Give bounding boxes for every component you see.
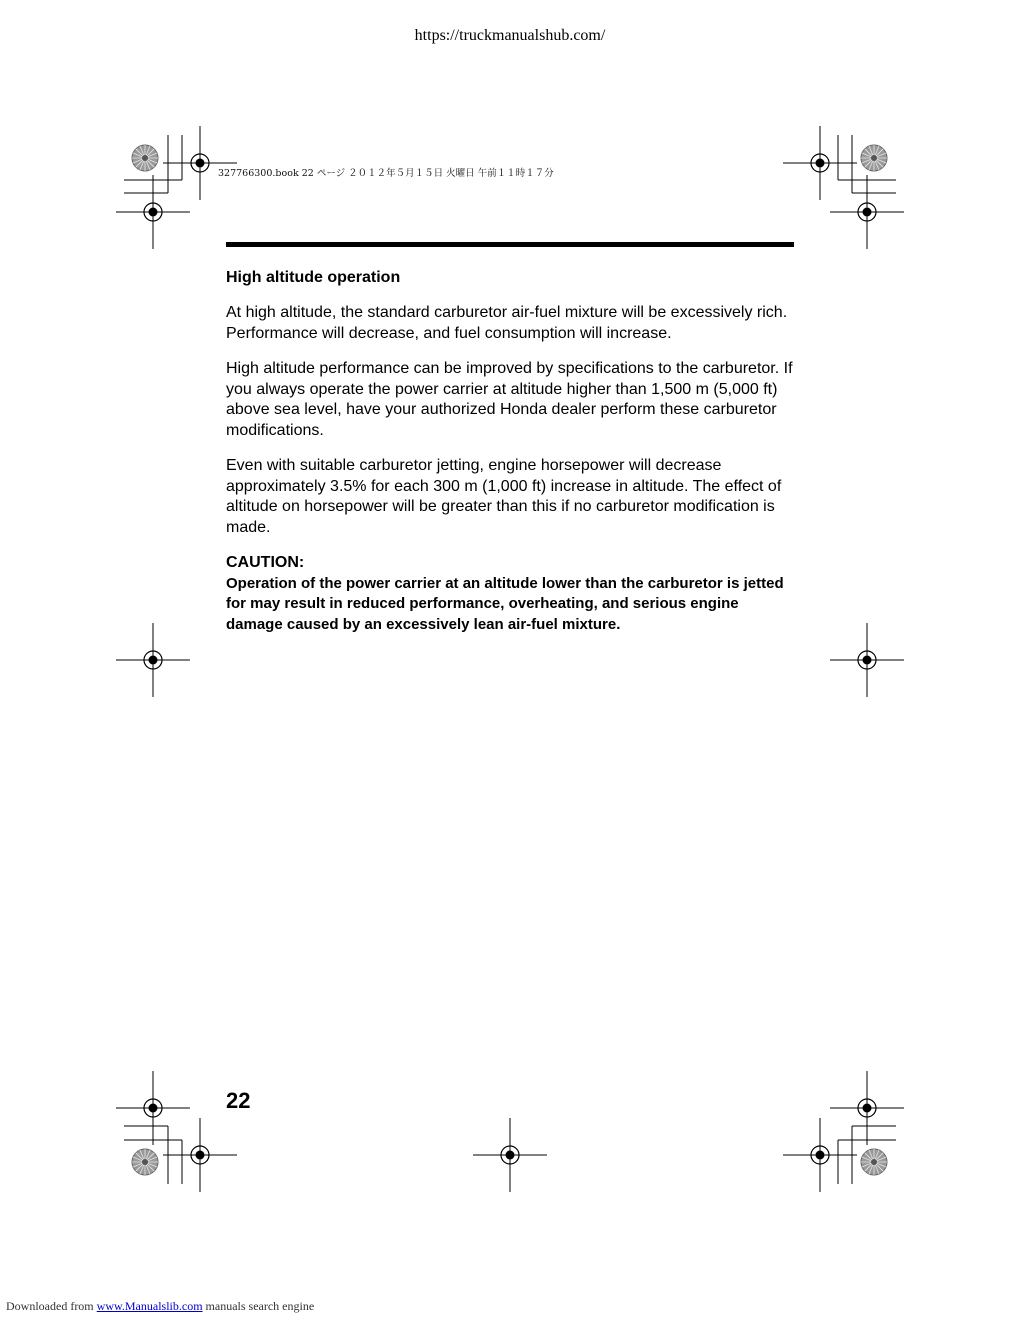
section-top-rule — [226, 242, 794, 247]
registration-burst-bottom-left — [132, 1149, 158, 1175]
caution-block — [226, 553, 796, 635]
registration-mark — [783, 126, 857, 200]
footer-suffix: manuals search engine — [202, 1299, 315, 1313]
registration-mark — [830, 175, 904, 249]
caution-title: CAUTION: — [226, 554, 305, 571]
registration-mark — [783, 1118, 857, 1192]
registration-mark — [116, 175, 190, 249]
registration-mark — [473, 1118, 547, 1192]
paragraph: At high altitude, the standard carburetor air-fuel mixture will be excessively rich. Performance will decrease, and fuel consumption will increase. — [226, 304, 788, 342]
paragraph: High altitude performance can be improved by specifications to the carburetor. If you always operate the power carrier at altitude higher than 1,500 m (5,000 ft) above sea level, have your authorized Honda dealer perform these carburetor modifications. — [226, 360, 793, 439]
footer-prefix: Downloaded from — [6, 1299, 97, 1313]
registration-mark — [116, 1071, 190, 1145]
page-number: 22 — [226, 1088, 251, 1113]
registration-mark — [830, 623, 904, 697]
registration-burst-top-right — [861, 145, 887, 171]
registration-mark — [116, 623, 190, 697]
print-job-info: 327766300.book 22 ページ ２０１２年５月１５日 火曜日 午前１１時１７分 — [218, 168, 554, 179]
download-footer — [6, 1299, 314, 1314]
section-heading: High altitude operation — [226, 269, 401, 286]
registration-mark — [830, 1071, 904, 1145]
registration-burst-bottom-right — [861, 1149, 887, 1175]
registration-burst-top-left — [132, 145, 158, 171]
page-content — [226, 267, 796, 635]
registration-mark — [163, 1118, 237, 1192]
paragraph: Even with suitable carburetor jetting, engine horsepower will decrease approximately 3.5% for each 300 m (1,000 ft) increase in altitude. The effect of altitude on horsepower will be greater than this if no carburetor modification is made. — [226, 457, 782, 536]
manualslib-link[interactable]: www.Manualslib.com — [96, 1299, 203, 1313]
caution-text: Operation of the power carrier at an altitude lower than the carburetor is jetted for may result in reduced performance, overheating, and serious engine damage caused by an excessively lean air-fuel mixture. — [226, 574, 784, 633]
source-url-header: https://truckmanualshub.com/ — [414, 27, 606, 44]
registration-mark — [163, 126, 237, 200]
